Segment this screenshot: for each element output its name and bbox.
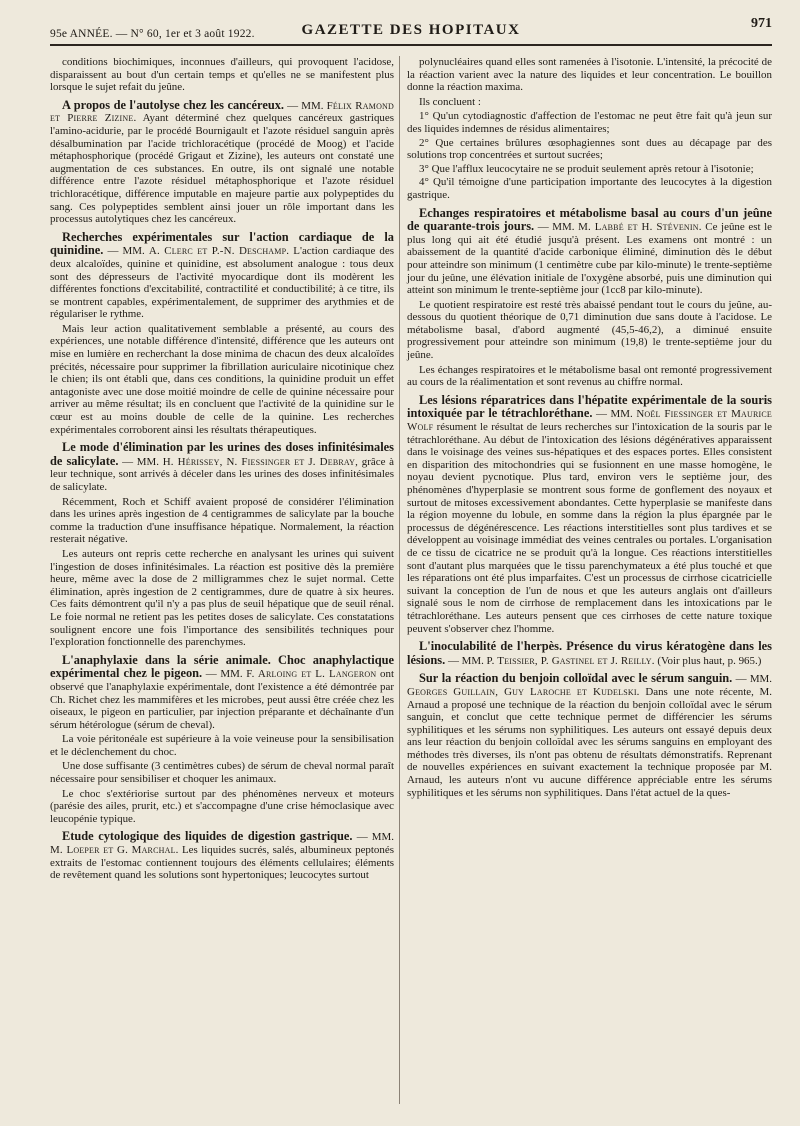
article-paragraph: 2° Que certaines brûlures œsophagiennes sont dues au décapage par des solutions trop concentrées et surtout sucrées; xyxy=(407,136,772,162)
article-paragraph xyxy=(407,672,772,799)
article-paragraph xyxy=(50,441,394,493)
article-paragraph: polynucléaires quand elles sont ramenées à l'isotonie. L'intensité, la précocité de la réaction varient avec la nature des liquides et leur concentration. Le bouillon donne la réaction maxima. xyxy=(407,56,772,94)
article-authors: Noël Fiessinger et Maurice Wolf xyxy=(407,408,772,434)
article-paragraph: Mais leur action qualitativement semblable a présenté, au cours des expériences, une notable différence d'intensité, différence que les auteurs ont mise en lumière en recherchant la dose minima de chacun des deux alcaloïdes précités, nécessaire pour supprimer la fibrillation auriculaire nicotinique chez le chien; ils ont établi que, dans ces conditions, la quinidine produit un effet antagoniste avec une dose moitié moindre de celle de quinine nécessaire pour arriver au même résultat; ils en concluent que l'activité de la quinidine sur le cœur est au moins double de celle de la quinine. Les recherches expérimentales corroborent ainsi les résultats thérapeutiques. xyxy=(50,322,394,436)
paragraph-text: Les liquides sucrés, salés, albumineux peptonés extraits de l'estomac contiennent toujours des éléments cellulaires; éléments de revêtement quand les solutions sont hypertoniques; leucocytes surtout xyxy=(50,844,394,882)
article xyxy=(50,99,394,226)
article-title: Le mode d'élimination par les urines des doses infinitésimales de salicylate. xyxy=(50,440,394,468)
authors-intro: — MM. xyxy=(732,673,773,686)
article-title: Sur la réaction du benjoin colloïdal avec le sérum sanguin. xyxy=(419,671,733,686)
paragraph-text: (Voir plus haut, p. 965.) xyxy=(654,654,762,667)
authors-intro: — MM. xyxy=(352,831,394,844)
article-paragraph xyxy=(50,830,394,881)
authors-intro: — MM. xyxy=(118,455,163,468)
authors-intro: — MM. xyxy=(284,99,327,112)
article-paragraph xyxy=(407,207,772,297)
paragraph-text: Ce jeûne est le plus long qui ait été étudié jusqu'à présent. Les examens ont montré : un abaissement de la quantité d'acide carbonique éliminé, diminution dès le début pour atteindre son minimum (1 centimètre cube par kilo-minute) le trente-septième jour du jeûne, une élévation initiale de l'oxygène absorbé, puis une diminution qui atteint son minimum le trente-septième jour (1cc8 par kilo-minute). xyxy=(407,221,772,297)
article-paragraph: 4° Qu'il témoigne d'une participation importante des leucocytes à la digestion gastrique. xyxy=(407,176,772,201)
article-paragraph: Le quotient respiratoire est resté très abaissé pendant tout le cours du jeûne, au-dessous du quotient théorique de 0,71 diminution due sans doute à l'acidose. Le métabolisme basal, d'abord augmenté (45,5-46,2), a diminué ensuite progressivement pour atteindre son minimum (19,8) le trente-septième jour du jeûne. xyxy=(407,298,772,362)
page-header xyxy=(50,12,772,46)
article-paragraph xyxy=(50,99,394,226)
article-authors: A. Clerc et P.-N. Deschamp. xyxy=(148,245,290,258)
authors-intro: — MM. xyxy=(103,245,149,258)
article-title: Etude cytologique des liquides de digestion gastrique. xyxy=(62,829,353,844)
article-title: Recherches expérimentales sur l'action cardiaque de la quinidine. xyxy=(50,229,394,258)
article-title: Les lésions réparatrices dans l'hépatite expérimentale de la souris intoxiquée par le tétrachloréthane. xyxy=(407,392,772,421)
article-paragraph: Une dose suffisante (3 centimètres cubes) de sérum de cheval normal paraît nécessaire pour sensibiliser et choquer les animaux. xyxy=(50,760,394,786)
article-paragraph: Les échanges respiratoires et le métabolisme basal ont remonté progressivement au cours de la réalimentation et sont revenus au chiffre normal. xyxy=(407,363,772,389)
article-paragraph: 3° Que l'afflux leucocytaire ne se produit seulement après retour à l'isotonie; xyxy=(419,162,754,175)
authors-intro: — MM. xyxy=(445,654,487,667)
article xyxy=(50,654,394,826)
article-authors: P. Teissier, P. Gastinel et J. Reilly. xyxy=(486,654,655,667)
article-authors: F. Arloing et L. Langeron xyxy=(246,668,377,681)
article xyxy=(50,56,394,94)
article xyxy=(407,207,772,389)
article-title: A propos de l'autolyse chez les cancéreux. xyxy=(62,97,285,112)
authors-intro: — MM. xyxy=(534,221,579,234)
paragraph-text: résument le résultat de leurs recherches sur l'intoxication de la souris par le tétrachloréthane. Au début de l'intoxication des lésions dégénératives apparaissent dans le voisinage des veines sus-hépatiques et des espaces portes. Elles consistent en disparition des mitochondries qui se fusionnent en une masse homogène, le noyau devient pycnotique. Plus tard, environ vers le septième jour, des phénomènes d'hyperplasie se montrent sous forme de gonflement des noyaux et surtout de mitoses excessivement abondantes. Cette hyperplasie se manifeste dans la région moyenne du lobule, en somme dans la région la plus épargnée par le processus de dégénérescence. Les réactions interstitielles sont plus tardives et se développent au voisinage immédiat des veines centrales ou portales. L'organisation de ce tissu de cicatrice ne se produit qu'à la longue. Ces réactions interstitielles sont d'autant plus marquées que le tissu parenchymateux a été plus touché et que les réparations ont été plus imparfaites. C'est un processus de cirrhose cicatricielle suivant la conception de l'un de nous et que les auteurs anglais ont d'ailleurs signalé sous le nom de cirrhose de remplacement dans les intoxications par le tétrachloréthane. Les auteurs pensent que ces cirrhoses de cette nature toxique peuvent s'observer chez l'homme. xyxy=(407,421,772,635)
right-column xyxy=(407,56,772,801)
article xyxy=(50,830,394,881)
article-paragraph: Les auteurs ont repris cette recherche en analysant les urines qui suivent l'ingestion de doses infinitésimales. La réaction est positive dès la première heure, même avec la dose de 2 milligrammes chez le sujet normal. Cette élimination, après ingestion de 2 centigrammes, dure de quatre à six heures. Ces faits démontrent qu'il n'y a pas plus de seuil hépatique que de seuil rénal. Le foie normal ne retient pas les petites doses de salicylate. Ces constatations soulignent encore une fois l'importance des sensibilités techniques pour l'exploration fonctionnelle des parenchymes. xyxy=(50,547,394,649)
article-title: Echanges respiratoires et métabolisme basal au cours d'un jeûne de quarante-trois jours. xyxy=(407,205,772,234)
paragraph-text: Ayant déterminé chez quelques cancéreux gastriques l'amino-acidurie, par le procédé Bournigault et l'azote résiduel sanguin après désalbumination par l'acide trichloracétique (procédé de Moog) et l'acide métaphosphorique (procédé Grigaut et Zizine), les auteurs ont constaté une augmentation de ces substances. En outre, ils ont signalé une notable différence entre l'azote résiduel métaphosphorique et l'azote résiduel trichloracétique, différence imputable en majeure partie aux polypeptides du sang. Ces polypeptides semblent ainsi jouer un rôle important dans les processus autolytiques chez les cancéreux. xyxy=(50,112,394,226)
article xyxy=(407,394,772,635)
article-authors: M. Labbé et H. Stévenin. xyxy=(578,221,702,234)
paragraph-text: ont observé que l'anaphylaxie expérimentale, dont l'existence a été démontrée par Ch. Richet chez les mammifères et les microbes, peut aussi être créée chez les oiseaux, le pigeon en particulier, par injection préparante et déchaînante d'un sérum hétérologue (sérum de cheval). xyxy=(50,668,395,731)
article-authors: M. Loeper et G. Marchal. xyxy=(50,844,179,857)
page-number: 971 xyxy=(751,16,772,31)
article-title: L'anaphylaxie dans la série animale. Choc anaphylactique expérimental chez le pigeon. xyxy=(50,652,394,681)
article-paragraph: Le choc s'extériorise surtout par des phénomènes nerveux et moteurs (parésie des ailes, prurit, etc.) et s'accompagne d'une crise hémoclasique avec leucopénie typique. xyxy=(50,787,394,825)
left-column xyxy=(50,56,394,884)
article-paragraph xyxy=(407,640,772,667)
article-paragraph xyxy=(50,231,394,321)
authors-intro: — MM. xyxy=(202,668,247,681)
article-title: L'inoculabilité de l'herpès. Présence du virus kératogène dans les lésions. xyxy=(407,639,772,667)
article xyxy=(50,441,394,649)
paragraph-text: grâce à leur technique, sont arrivés à déceler dans les urines des doses infinitésimales de salicylate. xyxy=(50,455,395,493)
authors-intro: — MM. xyxy=(592,408,637,421)
article xyxy=(407,672,772,799)
article-paragraph: Ils concluent : xyxy=(419,95,481,108)
article-paragraph xyxy=(407,394,772,635)
journal-title: GAZETTE DES HOPITAUX xyxy=(301,22,521,38)
article xyxy=(407,56,772,202)
article-paragraph: Récemment, Roch et Schiff avaient proposé de considérer l'élimination dans les urines après ingestion de 4 centigrammes de salicylate par la bouche comme la traduction d'une insuffisance hépatique. Normalement, la réaction resterait négative. xyxy=(50,495,394,546)
column-divider xyxy=(399,56,400,1104)
article-authors: Georges Guillain, Guy Laroche et Kudelski. xyxy=(407,685,640,698)
article-authors: Félix Ramond et Pierre Zizine. xyxy=(50,99,395,125)
article-authors: H. Hérissey, N. Fiessinger et J. Debray, xyxy=(162,455,359,468)
paragraph-text: Dans une note récente, M. Arnaud a proposé une technique de la réaction du benjoin colloïdal avec le sérum sanguin, et conclut que cette technique permet de différencier les sérums syphilitiques et les sérums non syphilitiques. Les auteurs ont essayé depuis deux ans leur réaction du benjoin colloïdal avec les sérums sanguins en employant des méthodes très diverses, ils n'ont pas obtenu de résultats démonstratifs. Reprenant de nouvelles expériences en suivant exactement la technique proposée par M. Arnaud, les auteurs n'ont vu aucune différence appréciable entre les sérums syphilitiques et les sérums non syphilitiques. Dans l'état actuel de la ques- xyxy=(407,685,772,799)
article xyxy=(50,231,394,437)
article-paragraph xyxy=(50,654,394,732)
paragraph-text: L'action cardiaque des deux alcaloïdes, quinine et quinidine, est absolument analogue : tous deux sont des dépresseurs de l'activité myocardique dont ils modèrent les différentes fonctions d'excitabilité, contractilité et conductibilité; à ce titre, ils se montrent capables, expérimentalement, de supprimer des arythmies et de régulariser le rythme. xyxy=(50,245,394,321)
issue-line: 95e ANNÉE. — N° 60, 1er et 3 août 1922. xyxy=(50,28,255,40)
article-paragraph: La voie péritonéale est supérieure à la voie veineuse pour la sensibilisation et le déclenchement du choc. xyxy=(50,733,394,758)
article-paragraph: 1° Qu'un cytodiagnostic d'affection de l'estomac ne peut être fait qu'à jeun sur des liquides indemnes de résidus alimentaires; xyxy=(407,110,772,135)
article xyxy=(407,640,772,667)
article-paragraph: conditions biochimiques, inconnues d'ailleurs, qui provoquent l'acidose, disparaissent au bout d'un certain temps et qu'elles ne se manifestent plus lorsque le sujet refait du jeûne. xyxy=(50,56,394,94)
